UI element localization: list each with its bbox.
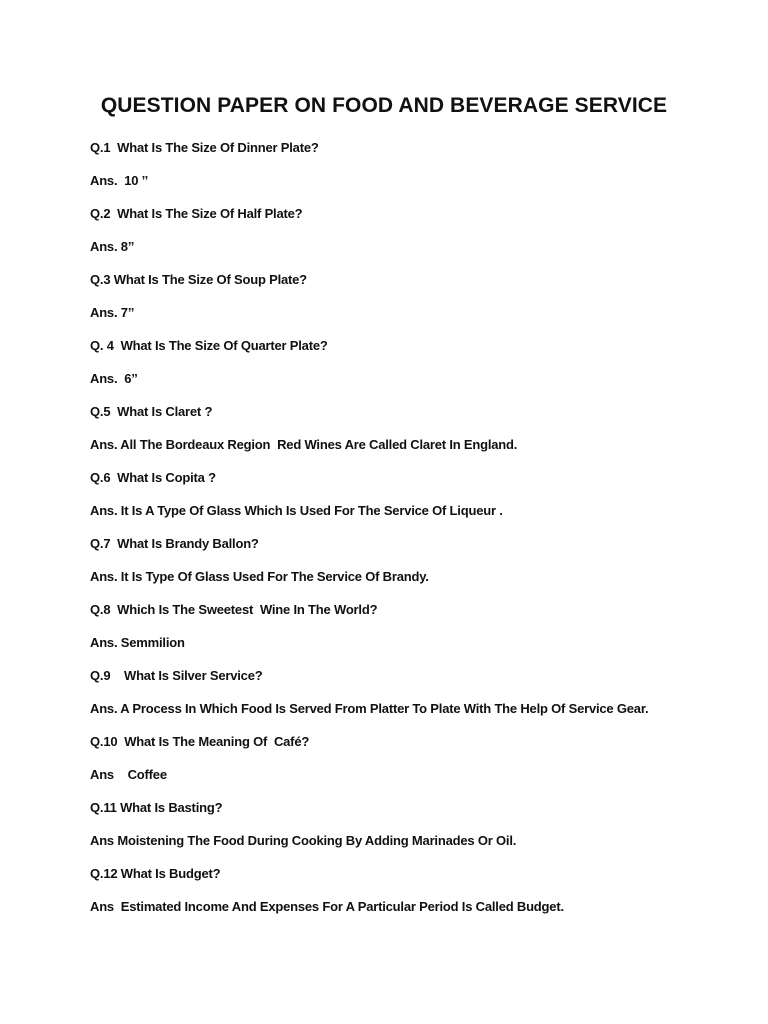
question-7: Q.7 What Is Brandy Ballon? xyxy=(90,536,259,551)
answer-7: Ans. It Is Type Of Glass Used For The Service Of Brandy. xyxy=(90,569,429,584)
question-11: Q.11 What Is Basting? xyxy=(90,800,223,815)
question-8: Q.8 Which Is The Sweetest Wine In The World? xyxy=(90,602,378,617)
answer-6: Ans. It Is A Type Of Glass Which Is Used For The Service Of Liqueur . xyxy=(90,503,503,518)
qa-item-8 xyxy=(90,600,750,666)
answer-1: Ans. 10 ’’ xyxy=(90,173,149,188)
answer-9: Ans. A Process In Which Food Is Served From Platter To Plate With The Help Of Service Gear. xyxy=(90,701,649,716)
answer-3: Ans. 7’’ xyxy=(90,305,135,320)
qa-item-6 xyxy=(90,468,750,534)
question-6: Q.6 What Is Copita ? xyxy=(90,470,216,485)
qa-item-1 xyxy=(90,138,750,204)
question-9: Q.9 What Is Silver Service? xyxy=(90,668,263,683)
answer-5: Ans. All The Bordeaux Region Red Wines Are Called Claret In England. xyxy=(90,437,518,452)
qa-item-5 xyxy=(90,402,750,468)
qa-item-10 xyxy=(90,732,750,798)
question-3: Q.3 What Is The Size Of Soup Plate? xyxy=(90,272,307,287)
answer-11: Ans Moistening The Food During Cooking By Adding Marinades Or Oil. xyxy=(90,833,517,848)
question-10: Q.10 What Is The Meaning Of Café? xyxy=(90,734,310,749)
answer-12: Ans Estimated Income And Expenses For A Particular Period Is Called Budget. xyxy=(90,899,564,914)
question-1: Q.1 What Is The Size Of Dinner Plate? xyxy=(90,140,319,155)
qa-item-9 xyxy=(90,666,750,732)
answer-4: Ans. 6’’ xyxy=(90,371,138,386)
qa-item-12 xyxy=(90,864,750,930)
question-2: Q.2 What Is The Size Of Half Plate? xyxy=(90,206,303,221)
question-4: Q. 4 What Is The Size Of Quarter Plate? xyxy=(90,338,328,353)
answer-10: Ans Coffee xyxy=(90,767,167,782)
question-5: Q.5 What Is Claret ? xyxy=(90,404,213,419)
question-12: Q.12 What Is Budget? xyxy=(90,866,221,881)
qa-item-3 xyxy=(90,270,750,336)
qa-item-2 xyxy=(90,204,750,270)
question-list xyxy=(90,138,750,930)
page-title: QUESTION PAPER ON FOOD AND BEVERAGE SERVICE xyxy=(100,94,668,117)
answer-2: Ans. 8’’ xyxy=(90,239,135,254)
answer-8: Ans. Semmilion xyxy=(90,635,185,650)
qa-item-7 xyxy=(90,534,750,600)
qa-item-4 xyxy=(90,336,750,402)
qa-item-11 xyxy=(90,798,750,864)
